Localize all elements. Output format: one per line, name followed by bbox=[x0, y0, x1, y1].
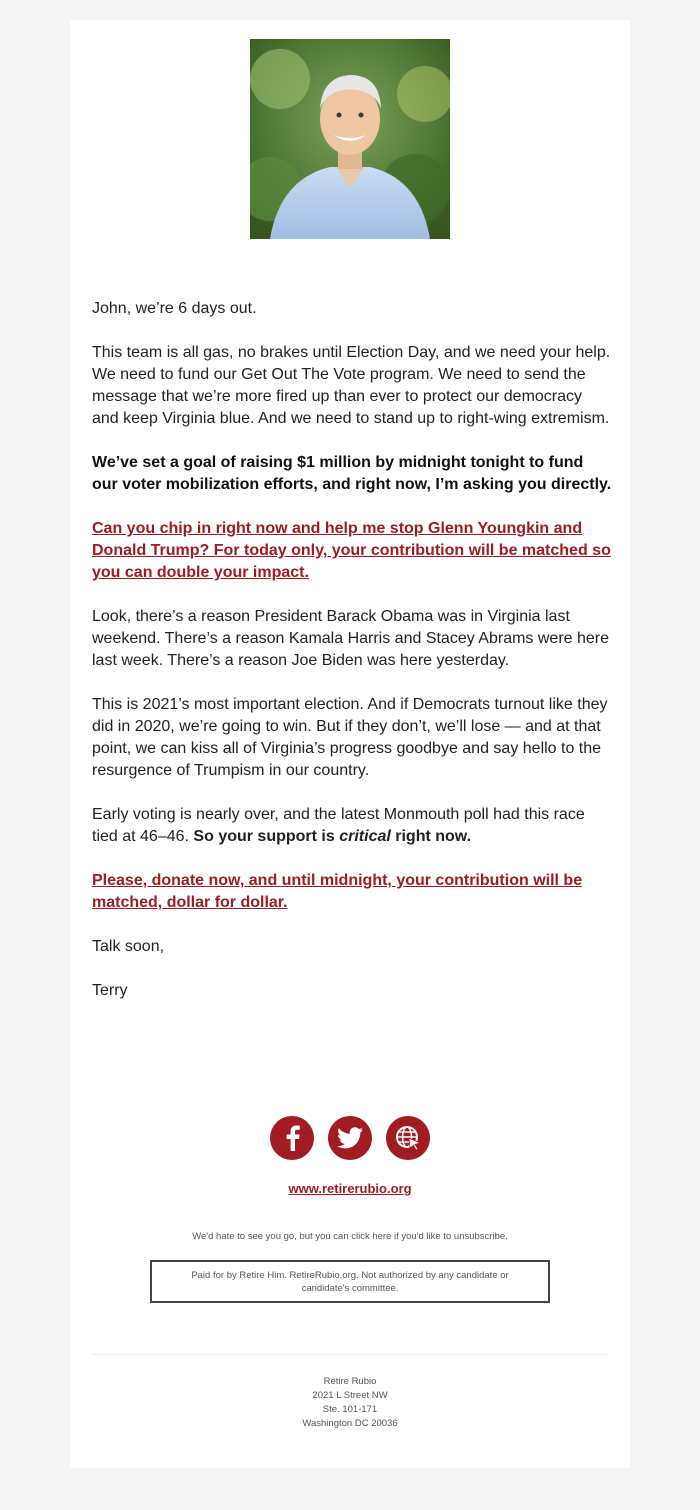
website-link[interactable]: www.retirerubio.org bbox=[288, 1181, 412, 1196]
paid-for-line-1: Paid for by Retire Him. RetireRubio.org. Not authorized by any candidate or bbox=[191, 1270, 509, 1281]
website-icon bbox=[394, 1124, 422, 1152]
mailing-address bbox=[70, 1375, 630, 1431]
support-bold bbox=[193, 828, 471, 845]
paid-for-disclaimer bbox=[150, 1260, 550, 1303]
paragraph-poll bbox=[92, 804, 612, 848]
twitter-icon bbox=[337, 1127, 363, 1149]
twitter-button[interactable] bbox=[328, 1116, 372, 1160]
paragraph-intro: This team is all gas, no brakes until Election Day, and we need your help. We need to fund our Get Out The Vote program. We need to send the message that we’re more fired up than ever to protect our democracy and keep Virginia blue. And we need to stand up to right-wing extremism. bbox=[92, 344, 611, 427]
address-street: 2021 L Street NW bbox=[312, 1390, 388, 1401]
signoff: Talk soon, bbox=[92, 938, 165, 955]
donate-link-primary[interactable]: Can you chip in right now and help me stop Glenn Youngkin and Donald Trump? For today only, your contribution will be matched so you can double your impact. bbox=[92, 520, 611, 581]
social-links bbox=[70, 1116, 630, 1160]
website-button[interactable] bbox=[386, 1116, 430, 1160]
address-suite: Ste. 101-171 bbox=[322, 1404, 378, 1415]
address-name: Retire Rubio bbox=[323, 1376, 377, 1387]
facebook-button[interactable] bbox=[270, 1116, 314, 1160]
goal-statement: We’ve set a goal of raising $1 million by midnight tonight to fund our voter mobilization efforts, and right now, I’m asking you directly. bbox=[92, 454, 612, 493]
greeting: John, we’re 6 days out. bbox=[92, 300, 257, 317]
signature: Terry bbox=[92, 982, 128, 999]
address-city: Washington DC 20036 bbox=[302, 1418, 398, 1429]
footer-divider bbox=[92, 1354, 608, 1355]
facebook-icon bbox=[282, 1125, 302, 1151]
paid-for-line-2: candidate's committee. bbox=[301, 1283, 399, 1294]
support-text-b: right now. bbox=[390, 828, 472, 845]
candidate-photo bbox=[250, 39, 450, 239]
paragraph-reasons: Look, there’s a reason President Barack Obama was in Virginia last weekend. There’s a reason Kamala Harris and Stacey Abrams were here last week. There’s a reason Joe Biden was here yesterday. bbox=[92, 608, 610, 669]
email-body bbox=[92, 298, 612, 1024]
unsubscribe-text[interactable]: We'd hate to see you go, but you can click here if you'd like to unsubscribe. bbox=[192, 1231, 508, 1242]
support-critical: critical bbox=[339, 828, 391, 845]
paragraph-election: This is 2021’s most important election. And if Democrats turnout like they did in 2020, we’re going to win. But if they don’t, we’ll lose — and at that point, we can kiss all of Virginia’s progress goodbye and say hello to the resurgence of Trumpism in our country. bbox=[92, 696, 608, 779]
poll-text: Early voting is nearly over, and the latest Monmouth poll had this race tied at 46–46. bbox=[92, 806, 585, 845]
support-text-a: So your support is bbox=[193, 828, 340, 845]
donate-link-secondary[interactable]: Please, donate now, and until midnight, your contribution will be matched, dollar for dollar. bbox=[92, 872, 583, 911]
email-card bbox=[70, 20, 630, 1468]
